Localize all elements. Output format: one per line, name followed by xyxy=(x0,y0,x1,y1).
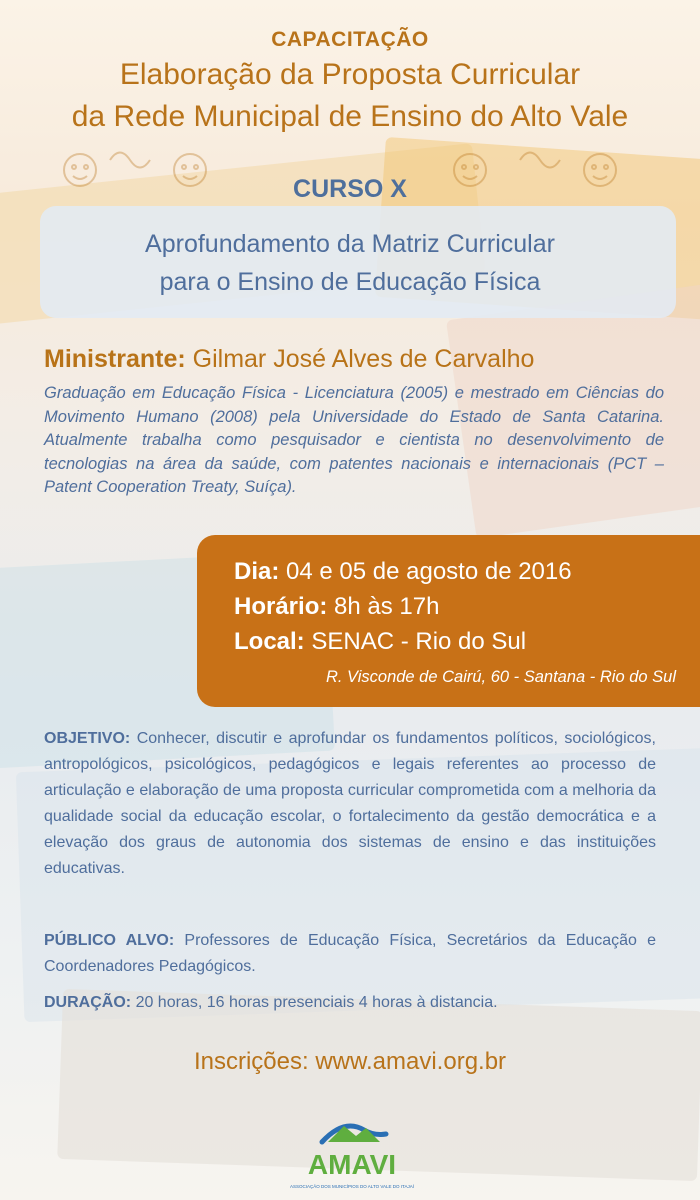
event-time xyxy=(234,593,439,621)
event-date-label: Dia: xyxy=(234,558,280,585)
ministrante-name: Gilmar José Alves de Carvalho xyxy=(192,345,535,373)
topic-line-1: Aprofundamento da Matriz Curricular xyxy=(145,230,555,258)
objective-text: Conhecer, discutir e aprofundar os fundamentos políticos, sociológicos, antropológicos, psicológicos, pedagógicos e legais referentes ao processo de articulação e elaboração de uma proposta curricular comprometida com a melhoria da qualidade social da educação escolar, o fortalecimento da gestão democrática e a elevação dos graus de autonomia dos sistemas de ensino e das instituições educativas. xyxy=(44,730,656,877)
event-address: R. Visconde de Cairú, 60 - Santana - Rio do Sul xyxy=(325,668,676,686)
audience-paragraph xyxy=(44,928,656,980)
ministrante-heading xyxy=(44,345,534,374)
audience-label: PÚBLICO ALVO: xyxy=(44,932,175,949)
duration-label: DURAÇÃO: xyxy=(44,994,132,1011)
ministrante-label: Ministrante: xyxy=(44,345,186,373)
title-line-1: Elaboração da Proposta Curricular xyxy=(119,58,581,91)
title-line-2: da Rede Municipal de Ensino do Alto Vale xyxy=(71,100,629,133)
logo-subtext: ASSOCIAÇÃO DOS MUNICÍPIOS DO ALTO VALE DO ITAJAÍ xyxy=(290,1184,414,1189)
ministrante-bio: Graduação em Educação Física - Licenciatura (2005) e mestrado em Ciências do Movimento Humano (2008) pela Universidade do Estado de Santa Catarina. Atualmente trabalha como pesquisador e cientista no desenvolvimento de tecnologias na área da saúde, com patentes nacionais e internacionais (PCT – Patent Cooperation Treaty, Suíça). xyxy=(44,384,664,496)
duration-text: 20 horas, 16 horas presenciais 4 horas à distancia. xyxy=(135,994,498,1011)
duration-paragraph xyxy=(44,990,656,1016)
amavi-logo xyxy=(282,1112,422,1192)
objective-paragraph xyxy=(44,726,656,882)
course-label: CURSO X xyxy=(293,175,407,203)
audience-text: Professores de Educação Física, Secretários da Educação e Coordenadores Pedagógicos. xyxy=(44,932,657,975)
objective-label: OBJETIVO: xyxy=(44,730,131,747)
topic-box xyxy=(40,206,676,318)
event-date-value: 04 e 05 de agosto de 2016 xyxy=(286,558,572,585)
kicker-label: CAPACITAÇÃO xyxy=(271,28,429,51)
logo-text: AMAVI xyxy=(307,1149,397,1180)
registration-link[interactable]: Inscrições: www.amavi.org.br xyxy=(193,1048,507,1075)
event-date xyxy=(234,558,572,586)
event-location xyxy=(234,628,526,656)
event-location-label: Local: xyxy=(234,628,305,655)
event-location-value: SENAC - Rio do Sul xyxy=(311,628,527,655)
event-time-value: 8h às 17h xyxy=(334,593,440,620)
event-time-label: Horário: xyxy=(234,593,328,620)
topic-line-2: para o Ensino de Educação Física xyxy=(159,268,541,296)
